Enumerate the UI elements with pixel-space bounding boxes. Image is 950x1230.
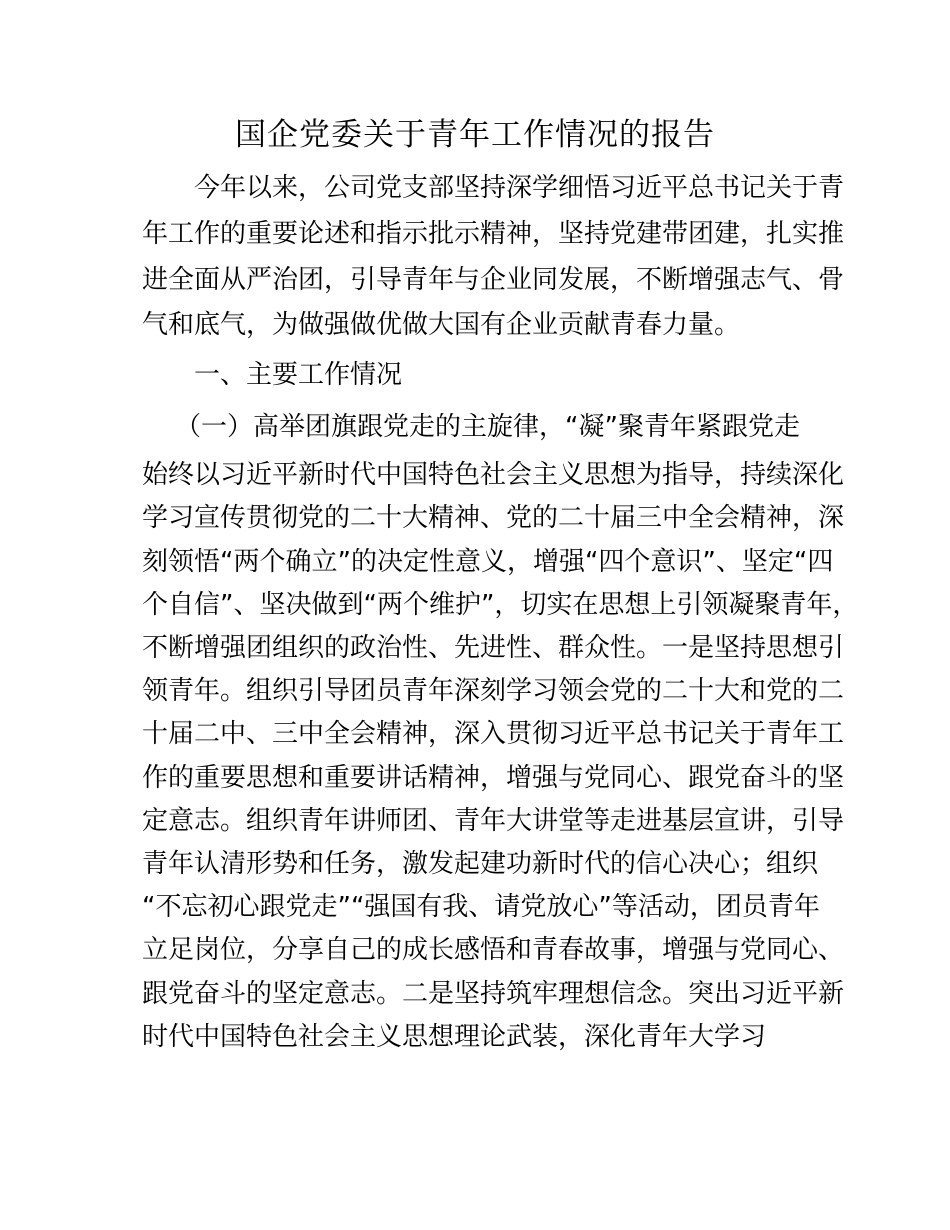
paragraph-line: 今年以来，公司党支部坚持深学细悟习近平总书记关于青 (142, 173, 845, 203)
paragraph-line: 领青年。组织引导团员青年深刻学习领会党的二十大和党的二 (142, 676, 845, 706)
paragraph-line: “不忘初心跟党走”“强国有我、请党放心”等活动，团员青年 (142, 892, 820, 922)
paragraph-line: 定意志。组织青年讲师团、青年大讲堂等走进基层宣讲，引导 (142, 806, 845, 836)
paragraph-line: 刻领悟“两个确立”的决定性意义，增强“四个意识”、坚定“四 (142, 547, 834, 577)
paragraph-line: 立足岗位，分享自己的成长感悟和青春故事，增强与党同心、 (142, 935, 845, 965)
section-heading: 一、主要工作情况 (142, 360, 403, 390)
paragraph-line: 气和底气，为做强做优做大国有企业贡献青春力量。 (142, 310, 741, 340)
paragraph-line: 始终以习近平新时代中国特色社会主义思想为指导，持续深化 (142, 460, 845, 490)
paragraph-line: 跟党奋斗的坚定意志。二是坚持筑牢理想信念。突出习近平新 (142, 979, 845, 1009)
paragraph-line: 个自信”、坚决做到“两个维护”，切实在思想上引领凝聚青年， (142, 590, 859, 620)
paragraph-line: 青年认清形势和任务，激发起建功新时代的信心决心；组织 (142, 849, 819, 879)
paragraph-line: 年工作的重要论述和指示批示精神，坚持党建带团建，扎实推 (142, 219, 845, 249)
paragraph-line: 作的重要思想和重要讲话精神，增强与党同心、跟党奋斗的坚 (142, 763, 845, 793)
paragraph-line: 时代中国特色社会主义思想理论武装，深化青年大学习 (142, 1022, 767, 1052)
paragraph-line: 十届二中、三中全会精神，深入贯彻习近平总书记关于青年工 (142, 719, 845, 749)
paragraph-line: 进全面从严治团，引导青年与企业同发展，不断增强志气、骨 (142, 265, 845, 295)
paragraph-line: 不断增强团组织的政治性、先进性、群众性。一是坚持思想引 (142, 633, 845, 663)
document-title: 国企党委关于青年工作情况的报告 (235, 117, 715, 153)
paragraph-line: 学习宣传贯彻党的二十大精神、党的二十届三中全会精神，深 (142, 503, 845, 533)
subsection-heading: （一）高举团旗跟党走的主旋律，“凝”聚青年紧跟党走 (175, 412, 800, 442)
